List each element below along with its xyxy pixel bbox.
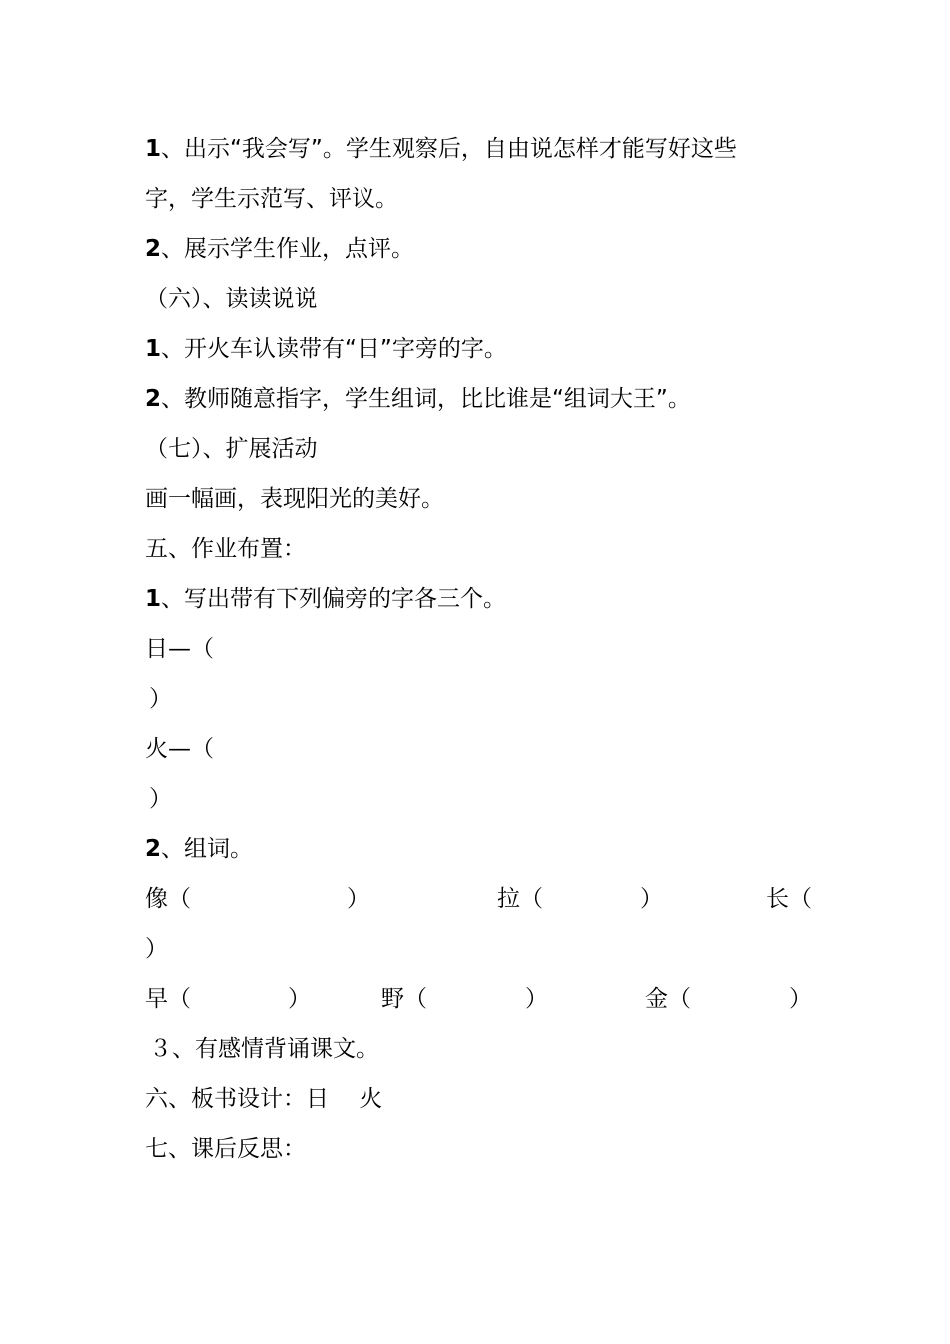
homework-recite (145, 1024, 815, 1074)
line-text: 、展示学生作业，点评。 (161, 236, 415, 262)
line-text: ） (149, 686, 172, 712)
item-number: 2 (145, 836, 162, 862)
step-show-writing (145, 124, 815, 174)
step-train-reading (145, 324, 815, 374)
line-text: 字，学生示范写、评议。 (145, 186, 398, 212)
line-text: 、开火车认读带有“日”字旁的字。 (161, 336, 507, 362)
section-heading: 七、课后反思： (145, 1136, 306, 1162)
word-group-row-2 (145, 974, 815, 1024)
line-text: 、组词。 (161, 836, 254, 862)
extension-drawing (145, 474, 815, 524)
homework-radicals (145, 574, 815, 624)
item-number: 1 (145, 136, 162, 162)
word-group-row-1-wrap (145, 924, 815, 974)
section-heading: （六）、读读说说 (145, 286, 318, 312)
lesson-plan-content (145, 124, 815, 1174)
item-number: 1 (145, 586, 162, 612)
word-blank: 野（ (381, 986, 427, 1012)
line-text: 火—（ (145, 736, 214, 762)
word-blank: 拉（ (497, 886, 543, 912)
step-word-king (145, 374, 815, 424)
word-blank-close: ） (525, 986, 548, 1012)
section-extension (145, 424, 815, 474)
line-text: 、教师随意指字，学生组词，比比谁是“组词大王”。 (161, 386, 691, 412)
word-blank: 长（ (766, 886, 812, 912)
radical-huo-open (145, 724, 815, 774)
section-heading: 五、作业布置： (145, 536, 306, 562)
section-blackboard-design (145, 1074, 815, 1124)
line-text: ３、有感情背诵课文。 (149, 1036, 379, 1062)
step-show-homework (145, 224, 815, 274)
homework-word-groups (145, 824, 815, 874)
word-group-row-1 (145, 874, 815, 924)
line-text: 、写出带有下列偏旁的字各三个。 (161, 586, 507, 612)
word-blank-close: ） (789, 986, 812, 1012)
radical-ri-close (145, 674, 815, 724)
word-blank: 早（ (145, 986, 191, 1012)
line-text: 、出示“我会写”。学生观察后，自由说怎样才能写好这些 (161, 136, 737, 162)
section-heading: （七）、扩展活动 (145, 436, 318, 462)
radical-ri-open (145, 624, 815, 674)
item-number: 2 (145, 236, 162, 262)
word-blank: 金（ (645, 986, 691, 1012)
section-homework (145, 524, 815, 574)
line-text: 日—（ (145, 636, 214, 662)
word-blank: 像（ (145, 886, 191, 912)
step-show-writing-cont (145, 174, 815, 224)
section-heading: 六、板书设计：日 火 (145, 1086, 383, 1112)
section-reflection (145, 1124, 815, 1174)
line-text: ） (149, 786, 172, 812)
section-read-and-say (145, 274, 815, 324)
word-blank-close: ） (347, 886, 370, 912)
radical-huo-close (145, 774, 815, 824)
line-text: 画一幅画，表现阳光的美好。 (145, 486, 444, 512)
item-number: 2 (145, 386, 162, 412)
item-number: 1 (145, 336, 162, 362)
word-blank-close: ） (640, 886, 663, 912)
word-blank-close: ） (145, 936, 168, 962)
word-blank-close: ） (288, 986, 311, 1012)
